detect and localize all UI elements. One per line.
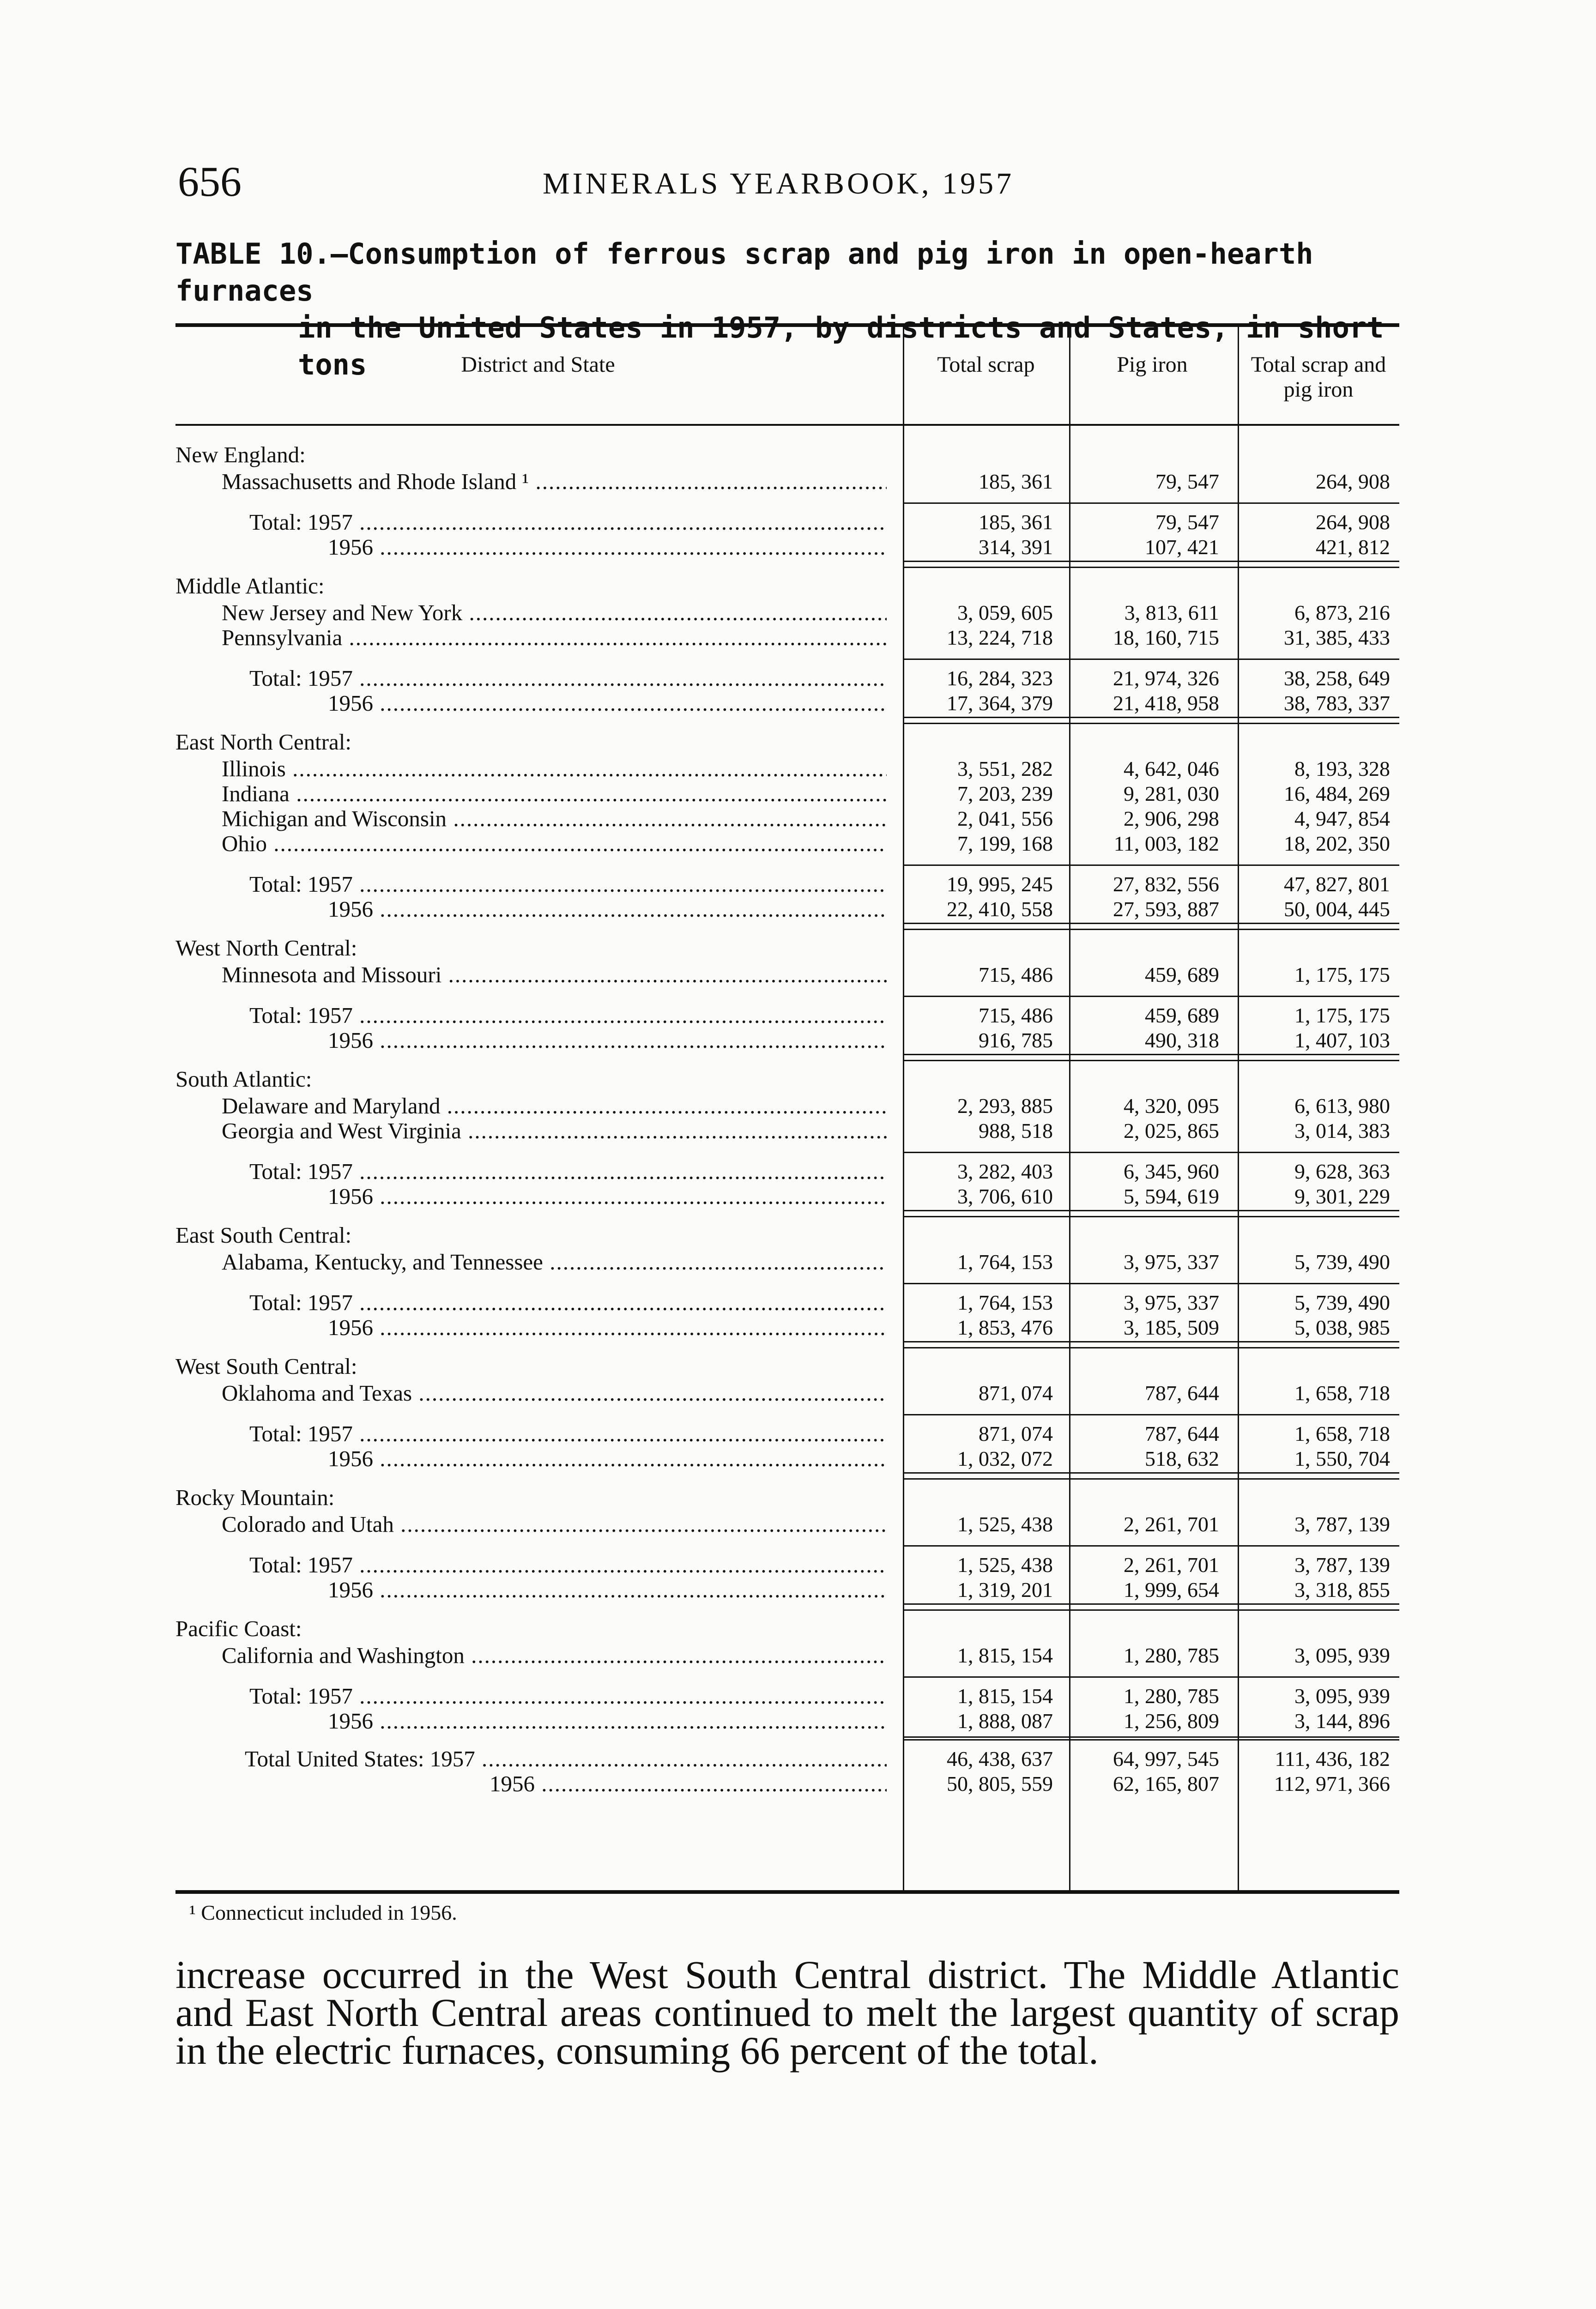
combined-cell: 18, 202, 350 <box>1284 832 1390 855</box>
pig-iron-cell: 1, 999, 654 <box>1124 1578 1219 1602</box>
combined-cell: 3, 095, 939 <box>1294 1684 1390 1708</box>
combined-cell: 4, 947, 854 <box>1294 807 1390 830</box>
table-row <box>175 1003 1399 1028</box>
table-row <box>175 1118 1399 1143</box>
combined-cell: 3, 787, 139 <box>1294 1553 1390 1577</box>
table-body <box>175 424 1399 1890</box>
total-scrap-cell: 988, 518 <box>979 1119 1053 1142</box>
table-row <box>175 831 1399 856</box>
total-scrap-cell: 19, 995, 245 <box>947 872 1053 896</box>
total-scrap-cell: 13, 224, 718 <box>947 626 1053 649</box>
total-scrap-cell: 1, 853, 476 <box>957 1316 1053 1339</box>
row-label: Delaware and Maryland ..... <box>222 1094 887 1118</box>
combined-cell: 1, 550, 704 <box>1294 1447 1390 1470</box>
table-row <box>175 1381 1399 1406</box>
district-heading-row <box>175 1223 1399 1248</box>
total-scrap-cell: 46, 438, 637 <box>947 1747 1053 1771</box>
district-heading-row <box>175 574 1399 598</box>
subtotal-rule <box>903 1283 1399 1284</box>
row-label: 1956 ..... <box>328 535 887 560</box>
combined-cell: 264, 908 <box>1316 510 1390 534</box>
row-label: Total: 1957 ..... <box>249 1553 887 1578</box>
row-label: 1956 ..... <box>490 1771 887 1796</box>
pig-iron-cell: 5, 594, 619 <box>1124 1185 1219 1208</box>
table-row <box>175 600 1399 625</box>
combined-cell: 264, 908 <box>1316 470 1390 493</box>
subtotal-rule <box>903 1545 1399 1547</box>
pig-iron-cell: 27, 832, 556 <box>1113 872 1219 896</box>
row-label: Total: 1957 ..... <box>249 1159 887 1184</box>
table-header <box>175 327 1399 426</box>
table-row <box>175 781 1399 806</box>
section-rule <box>903 561 1399 568</box>
total-scrap-cell: 916, 785 <box>979 1028 1053 1052</box>
row-label: Oklahoma and Texas ..... <box>222 1381 887 1406</box>
district-heading-row <box>175 1067 1399 1092</box>
row-label: Illinois ..... <box>222 756 887 781</box>
pig-iron-cell: 490, 318 <box>1145 1028 1219 1052</box>
combined-cell: 111, 436, 182 <box>1275 1747 1390 1771</box>
table-row <box>175 535 1399 560</box>
header-total-scrap: Total scrap <box>937 352 1035 377</box>
table-row <box>175 1028 1399 1053</box>
district-heading-row <box>175 936 1399 961</box>
row-label: 1956 ..... <box>328 1028 887 1053</box>
pig-iron-cell: 3, 975, 337 <box>1124 1250 1219 1274</box>
combined-cell: 3, 787, 139 <box>1294 1512 1390 1536</box>
table-row <box>175 625 1399 650</box>
row-label: 1956 ..... <box>328 1315 887 1340</box>
total-scrap-cell: 22, 410, 558 <box>947 897 1053 921</box>
combined-cell: 5, 739, 490 <box>1294 1250 1390 1274</box>
total-scrap-cell: 1, 525, 438 <box>957 1553 1053 1577</box>
row-label: Total: 1957 ..... <box>249 1684 887 1709</box>
pig-iron-cell: 21, 974, 326 <box>1113 666 1219 690</box>
total-scrap-cell: 16, 284, 323 <box>947 666 1053 690</box>
district-heading-row <box>175 442 1399 467</box>
row-label: Total: 1957 ..... <box>249 666 887 691</box>
pig-iron-cell: 9, 281, 030 <box>1124 782 1219 805</box>
pig-iron-cell: 79, 547 <box>1155 470 1219 493</box>
total-scrap-cell: 50, 805, 559 <box>947 1772 1053 1795</box>
total-scrap-cell: 3, 706, 610 <box>957 1185 1053 1208</box>
total-scrap-cell: 1, 525, 438 <box>957 1512 1053 1536</box>
header-pig-iron: Pig iron <box>1117 352 1188 377</box>
row-label: Total United States: 1957 ..... <box>245 1747 887 1771</box>
table-row <box>175 1684 1399 1709</box>
row-label: Total: 1957 ..... <box>249 1003 887 1028</box>
row-label: 1956 ..... <box>328 691 887 716</box>
section-rule <box>903 1603 1399 1611</box>
row-label: Minnesota and Missouri ..... <box>222 962 887 987</box>
total-scrap-cell: 2, 041, 556 <box>957 807 1053 830</box>
table-row <box>175 1553 1399 1578</box>
table-row <box>175 1094 1399 1118</box>
section-rule <box>903 1054 1399 1061</box>
total-scrap-cell: 1, 032, 072 <box>957 1447 1053 1470</box>
district-heading-row <box>175 730 1399 755</box>
combined-cell: 6, 613, 980 <box>1294 1094 1390 1118</box>
total-scrap-cell: 3, 282, 403 <box>957 1160 1053 1183</box>
pig-iron-cell: 787, 644 <box>1145 1381 1219 1405</box>
pig-iron-cell: 27, 593, 887 <box>1113 897 1219 921</box>
table-row <box>175 897 1399 922</box>
row-label: Pennsylvania ..... <box>222 625 887 650</box>
header-district-state: District and State <box>461 352 615 377</box>
table-title-line-1: TABLE 10.—Consumption of ferrous scrap and pig iron in open-hearth furnaces <box>175 237 1313 308</box>
section-rule <box>903 717 1399 724</box>
section-rule <box>903 923 1399 930</box>
subtotal-rule <box>903 1739 1399 1741</box>
table-row <box>175 1446 1399 1471</box>
section-rule <box>903 1341 1399 1348</box>
table-row <box>175 469 1399 494</box>
total-scrap-cell: 1, 888, 087 <box>957 1709 1053 1733</box>
pig-iron-cell: 2, 261, 701 <box>1124 1512 1219 1536</box>
page-number: 656 <box>178 158 242 205</box>
table-row <box>175 1315 1399 1340</box>
row-label: Total: 1957 ..... <box>249 1421 887 1446</box>
pig-iron-cell: 4, 320, 095 <box>1124 1094 1219 1118</box>
table-row <box>175 872 1399 897</box>
total-scrap-cell: 7, 199, 168 <box>957 832 1053 855</box>
pig-iron-cell: 11, 003, 182 <box>1113 832 1219 855</box>
header-total-scrap-and-pig-iron: Total scrap and pig iron <box>1251 352 1386 402</box>
page-header <box>178 157 1397 212</box>
row-label: Indiana ..... <box>222 781 887 806</box>
row-label: Massachusetts and Rhode Island ¹ ..... <box>222 469 887 494</box>
pig-iron-cell: 787, 644 <box>1145 1422 1219 1445</box>
pig-iron-cell: 4, 642, 046 <box>1124 757 1219 780</box>
table-row <box>175 1290 1399 1315</box>
footnote: ¹ Connecticut included in 1956. <box>189 1901 457 1924</box>
row-label: Georgia and West Virginia ..... <box>222 1118 887 1143</box>
table-title-line-2: in the United States in 1957, by districts and States, in short tons <box>298 311 1384 381</box>
row-label: 1956 ..... <box>328 1184 887 1209</box>
combined-cell: 16, 484, 269 <box>1284 782 1390 805</box>
total-scrap-cell: 185, 361 <box>979 470 1053 493</box>
pig-iron-cell: 518, 632 <box>1145 1447 1219 1470</box>
combined-cell: 31, 385, 433 <box>1284 626 1390 649</box>
total-scrap-cell: 3, 059, 605 <box>957 601 1053 624</box>
pig-iron-cell: 1, 280, 785 <box>1124 1684 1219 1708</box>
section-rule <box>903 1472 1399 1480</box>
combined-cell: 50, 004, 445 <box>1284 897 1390 921</box>
table-row <box>175 1421 1399 1446</box>
total-scrap-cell: 871, 074 <box>979 1422 1053 1445</box>
table-row <box>175 510 1399 535</box>
combined-cell: 112, 971, 366 <box>1274 1772 1390 1795</box>
total-scrap-cell: 715, 486 <box>979 963 1053 986</box>
subtotal-rule <box>903 996 1399 997</box>
combined-cell: 38, 258, 649 <box>1284 666 1390 690</box>
row-label: New Jersey and New York ..... <box>222 600 887 625</box>
pig-iron-cell: 1, 280, 785 <box>1124 1644 1219 1667</box>
row-label: Michigan and Wisconsin ..... <box>222 806 887 831</box>
total-scrap-cell: 185, 361 <box>979 510 1053 534</box>
total-scrap-cell: 1, 764, 153 <box>957 1250 1053 1274</box>
combined-cell: 6, 873, 216 <box>1294 601 1390 624</box>
pig-iron-cell: 2, 261, 701 <box>1124 1553 1219 1577</box>
combined-cell: 421, 812 <box>1316 535 1390 559</box>
total-scrap-cell: 1, 319, 201 <box>957 1578 1053 1602</box>
district-name: East North Central: <box>175 730 352 755</box>
row-label: Ohio ..... <box>222 831 887 856</box>
table-row <box>175 756 1399 781</box>
district-heading-row <box>175 1354 1399 1379</box>
combined-cell: 5, 038, 985 <box>1294 1316 1390 1339</box>
total-scrap-cell: 2, 293, 885 <box>957 1094 1053 1118</box>
row-label: 1956 ..... <box>328 1709 887 1734</box>
table-row <box>175 1747 1399 1771</box>
combined-cell: 1, 175, 175 <box>1294 963 1390 986</box>
district-name: Middle Atlantic: <box>175 574 325 598</box>
total-scrap-cell: 3, 551, 282 <box>957 757 1053 780</box>
subtotal-rule <box>903 502 1399 504</box>
pig-iron-cell: 21, 418, 958 <box>1113 691 1219 715</box>
pig-iron-cell: 107, 421 <box>1145 535 1219 559</box>
row-label: Total: 1957 ..... <box>249 872 887 897</box>
row-label: Total: 1957 ..... <box>249 510 887 535</box>
total-scrap-cell: 1, 764, 153 <box>957 1291 1053 1314</box>
table-row <box>175 1643 1399 1668</box>
district-name: Pacific Coast: <box>175 1616 302 1641</box>
body-paragraph: increase occurred in the West South Central district. The Middle Atlantic and East North Central areas continued to melt the largest quantity of scrap in the electric furnaces, consuming 66 percent of the total. <box>175 1952 1399 2073</box>
row-label: Colorado and Utah ..... <box>222 1512 887 1537</box>
district-heading-row <box>175 1616 1399 1641</box>
row-label: Alabama, Kentucky, and Tennessee ..... <box>222 1250 887 1275</box>
table-row <box>175 806 1399 831</box>
subtotal-rule <box>903 1676 1399 1678</box>
running-head: MINERALS YEARBOOK, 1957 <box>543 167 1015 200</box>
grand-total-rule <box>903 1736 1399 1738</box>
district-name: East South Central: <box>175 1223 352 1248</box>
row-label: California and Washington ..... <box>222 1643 887 1668</box>
pig-iron-cell: 64, 997, 545 <box>1113 1747 1219 1771</box>
pig-iron-cell: 459, 689 <box>1145 963 1219 986</box>
total-scrap-cell: 314, 391 <box>979 535 1053 559</box>
combined-cell: 9, 628, 363 <box>1294 1160 1390 1183</box>
consumption-table <box>175 323 1399 1894</box>
combined-cell: 38, 783, 337 <box>1284 691 1390 715</box>
combined-cell: 1, 658, 718 <box>1294 1422 1390 1445</box>
section-rule <box>903 1210 1399 1217</box>
district-name: West South Central: <box>175 1354 357 1379</box>
table-row <box>175 1512 1399 1537</box>
table-row <box>175 1184 1399 1209</box>
combined-cell: 9, 301, 229 <box>1294 1185 1390 1208</box>
combined-cell: 1, 175, 175 <box>1294 1003 1390 1027</box>
pig-iron-cell: 3, 975, 337 <box>1124 1291 1219 1314</box>
pig-iron-cell: 79, 547 <box>1155 510 1219 534</box>
pig-iron-cell: 459, 689 <box>1145 1003 1219 1027</box>
combined-cell: 3, 014, 383 <box>1294 1119 1390 1142</box>
pig-iron-cell: 3, 185, 509 <box>1124 1316 1219 1339</box>
table-row <box>175 1709 1399 1734</box>
table-row <box>175 1771 1399 1796</box>
row-label: 1956 ..... <box>328 1578 887 1602</box>
pig-iron-cell: 18, 160, 715 <box>1113 626 1219 649</box>
district-name: South Atlantic: <box>175 1067 312 1092</box>
district-name: New England: <box>175 442 306 467</box>
pig-iron-cell: 2, 025, 865 <box>1124 1119 1219 1142</box>
combined-cell: 1, 407, 103 <box>1294 1028 1390 1052</box>
pig-iron-cell: 2, 906, 298 <box>1124 807 1219 830</box>
row-label: 1956 ..... <box>328 1446 887 1471</box>
combined-cell: 5, 739, 490 <box>1294 1291 1390 1314</box>
combined-cell: 1, 658, 718 <box>1294 1381 1390 1405</box>
total-scrap-cell: 7, 203, 239 <box>957 782 1053 805</box>
table-row <box>175 1578 1399 1602</box>
pig-iron-cell: 3, 813, 611 <box>1124 601 1219 624</box>
combined-cell: 3, 095, 939 <box>1294 1644 1390 1667</box>
pig-iron-cell: 62, 165, 807 <box>1113 1772 1219 1795</box>
row-label: 1956 ..... <box>328 897 887 922</box>
combined-cell: 3, 144, 896 <box>1294 1709 1390 1733</box>
total-scrap-cell: 715, 486 <box>979 1003 1053 1027</box>
total-scrap-cell: 1, 815, 154 <box>957 1644 1053 1667</box>
total-scrap-cell: 17, 364, 379 <box>947 691 1053 715</box>
subtotal-rule <box>903 1414 1399 1415</box>
subtotal-rule <box>903 864 1399 866</box>
pig-iron-cell: 6, 345, 960 <box>1124 1160 1219 1183</box>
total-scrap-cell: 1, 815, 154 <box>957 1684 1053 1708</box>
total-scrap-cell: 871, 074 <box>979 1381 1053 1405</box>
table-row <box>175 1159 1399 1184</box>
combined-cell: 8, 193, 328 <box>1294 757 1390 780</box>
district-name: West North Central: <box>175 936 357 961</box>
table-row <box>175 666 1399 691</box>
district-name: Rocky Mountain: <box>175 1485 335 1510</box>
pig-iron-cell: 1, 256, 809 <box>1124 1709 1219 1733</box>
table-row <box>175 1250 1399 1275</box>
district-heading-row <box>175 1485 1399 1510</box>
combined-cell: 3, 318, 855 <box>1294 1578 1390 1602</box>
subtotal-rule <box>903 1152 1399 1153</box>
row-label: Total: 1957 ..... <box>249 1290 887 1315</box>
subtotal-rule <box>903 659 1399 660</box>
combined-cell: 47, 827, 801 <box>1284 872 1390 896</box>
table-row <box>175 691 1399 716</box>
table-row <box>175 962 1399 987</box>
